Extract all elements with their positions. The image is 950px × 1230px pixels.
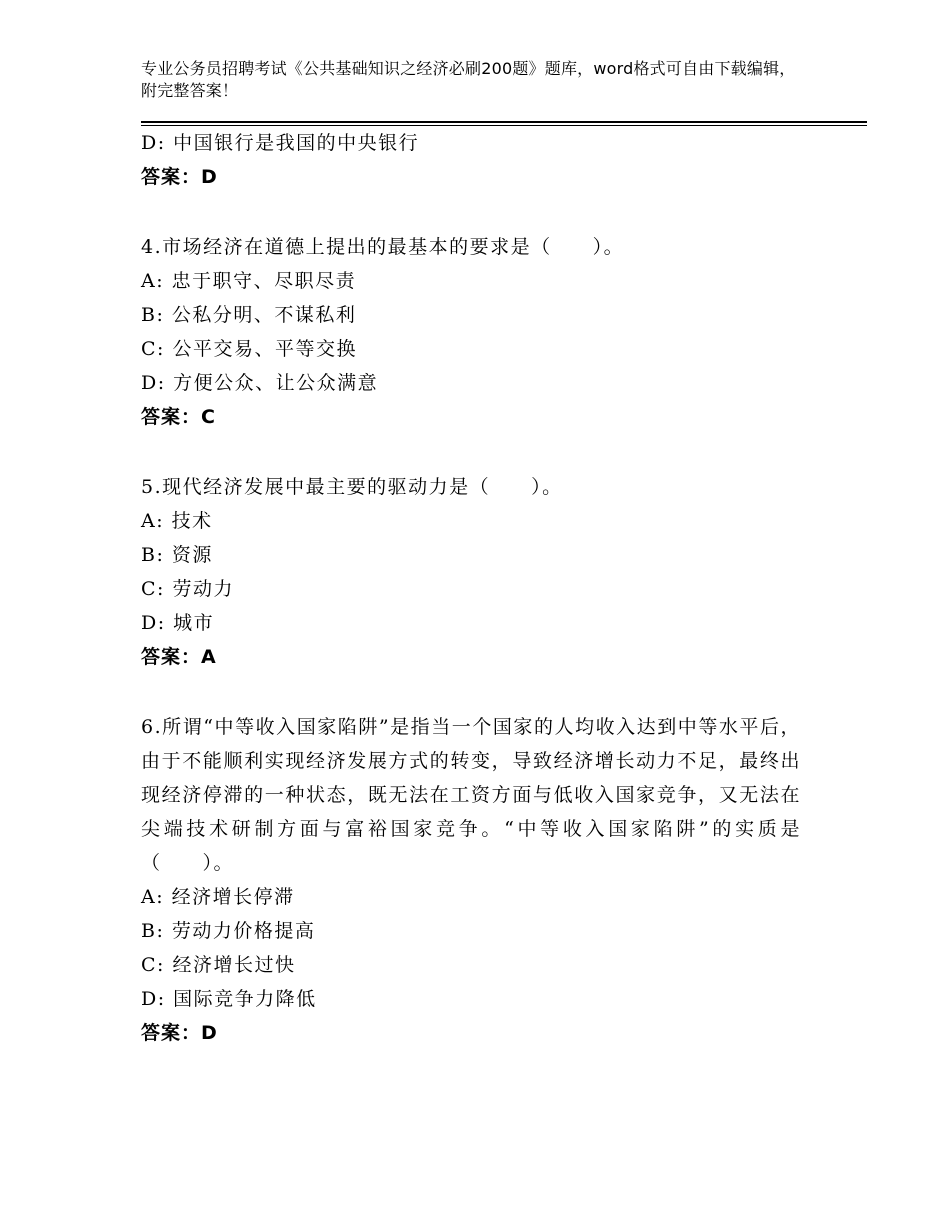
- q4-option-b: B: 公私分明、不谋私利: [141, 304, 357, 326]
- q6-option-d: D: 国际竞争力降低: [141, 988, 317, 1010]
- q5-option-d: D: 城市: [141, 612, 215, 634]
- spacer: [141, 674, 801, 710]
- spacer: [141, 434, 801, 470]
- q3-answer: 答案：D: [141, 166, 218, 188]
- q5-option-a: A: 技术: [141, 510, 213, 532]
- q4-answer: 答案：C: [141, 406, 216, 428]
- spacer: [141, 194, 801, 230]
- q5-stem: 5.现代经济发展中最主要的驱动力是（ ）。: [141, 476, 563, 498]
- q4-option-d: D: 方便公众、让公众满意: [141, 372, 379, 394]
- q5-option-c: C: 劳动力: [141, 578, 234, 600]
- q4-option-a: A: 忠于职守、尽职尽责: [141, 270, 357, 292]
- question-content: [141, 126, 801, 1050]
- q6-option-a: A: 经济增长停滞: [141, 886, 295, 908]
- q6-option-b: B: 劳动力价格提高: [141, 920, 316, 942]
- q4-stem: 4.市场经济在道德上提出的最基本的要求是（ ）。: [141, 236, 625, 258]
- q6-stem: 6.所谓“中等收入国家陷阱”是指当一个国家的人均收入达到中等水平后，由于不能顺利实现经济发展方式的转变，导致经济增长动力不足，最终出现经济停滞的一种状态，既无法在工资方面与低收入国家竞争，又无法在尖端技术研制方面与富裕国家竞争。“中等收入国家陷阱”的实质是（ ）。: [141, 716, 801, 874]
- page-header: 专业公务员招聘考试《公共基础知识之经济必刷200题》题库，word格式可自由下载编辑，附完整答案！: [141, 59, 796, 100]
- q5-answer: 答案：A: [141, 646, 217, 668]
- q3-option-d: D: 中国银行是我国的中央银行: [141, 132, 420, 154]
- header-divider-thick: [141, 121, 867, 123]
- q6-option-c: C: 经济增长过快: [141, 954, 296, 976]
- q5-option-b: B: 资源: [141, 544, 213, 566]
- q4-option-c: C: 公平交易、平等交换: [141, 338, 357, 360]
- q6-answer: 答案：D: [141, 1022, 218, 1044]
